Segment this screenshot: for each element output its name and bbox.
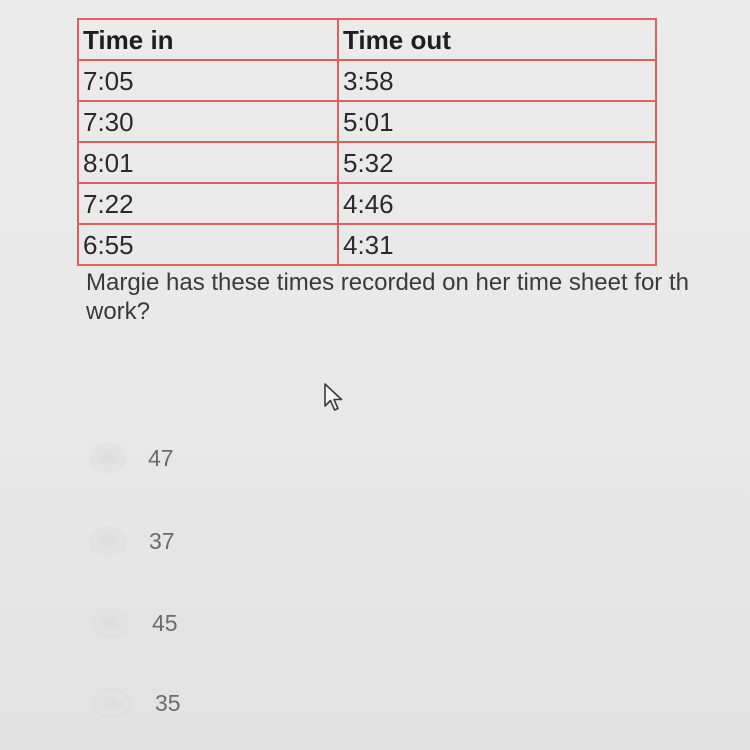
cell-time-out: 4:31: [338, 224, 656, 265]
cell-time-in: 6:55: [78, 224, 338, 265]
table-header-row: [78, 19, 656, 60]
cell-time-in: 7:30: [78, 101, 338, 142]
time-sheet-table: [77, 18, 657, 266]
table-row: [78, 183, 656, 224]
option-label[interactable]: 47: [148, 445, 174, 471]
table-row: [78, 142, 656, 183]
cell-time-in: 8:01: [78, 142, 338, 183]
radio-button[interactable]: [96, 690, 128, 716]
cell-time-out: 3:58: [338, 60, 656, 101]
table-row: [78, 60, 656, 101]
table-row: [78, 101, 656, 142]
mouse-pointer-icon: [322, 382, 346, 414]
header-time-in: Time in: [78, 19, 338, 60]
radio-button[interactable]: [92, 445, 124, 471]
cell-time-in: 7:05: [78, 60, 338, 101]
option-label[interactable]: 45: [152, 610, 178, 636]
table-row: [78, 224, 656, 265]
cell-time-out: 5:01: [338, 101, 656, 142]
header-time-out: Time out: [338, 19, 656, 60]
question-text: Margie has these times recorded on her time sheet for th work?: [86, 269, 689, 325]
radio-button[interactable]: [94, 610, 126, 636]
cell-time-in: 7:22: [78, 183, 338, 224]
option-label[interactable]: 35: [155, 690, 181, 716]
radio-button[interactable]: [92, 528, 124, 554]
option-label[interactable]: 37: [149, 528, 175, 554]
cell-time-out: 5:32: [338, 142, 656, 183]
cell-time-out: 4:46: [338, 183, 656, 224]
